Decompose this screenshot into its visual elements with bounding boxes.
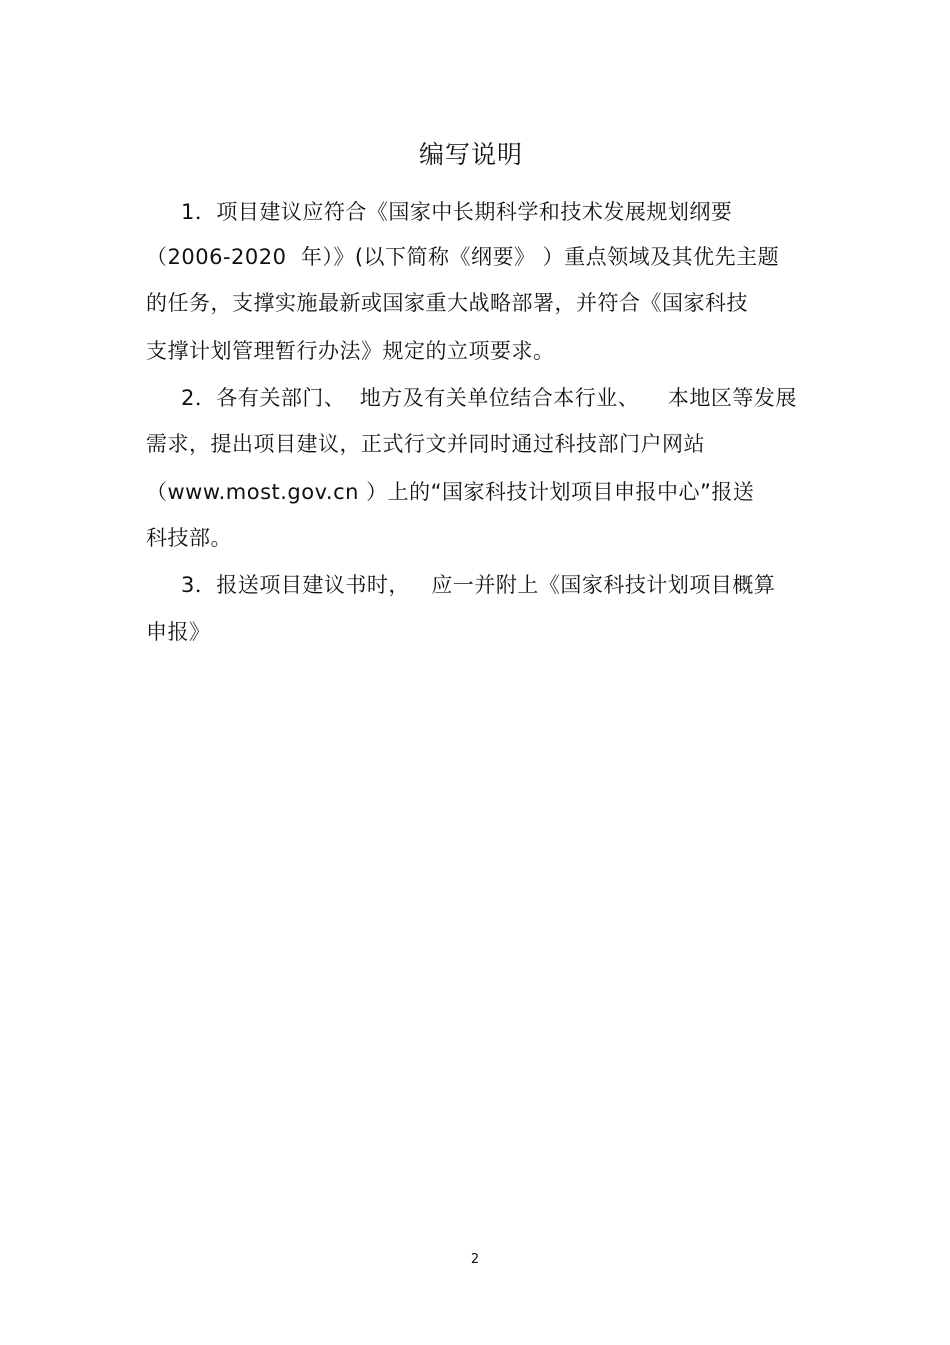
paragraph-3-line-2: 申报》 xyxy=(146,620,211,644)
paragraph-2-line-1: 2．各有关部门、 地方及有关单位结合本行业、 本地区等发展 xyxy=(181,386,797,410)
paragraph-1-line-1: 1．项目建议应符合《国家中长期科学和技术发展规划纲要 xyxy=(181,200,733,224)
page-number: 2 xyxy=(470,1252,480,1267)
paragraph-1-line-3: 的任务，支撑实施最新或国家重大战略部署，并符合《国家科技 xyxy=(146,291,748,315)
paragraph-2-line-2: 需求，提出项目建议，正式行文并同时通过科技部门户网站 xyxy=(146,432,705,456)
paragraph-1-line-4: 支撑计划管理暂行办法》规定的立项要求。 xyxy=(146,339,555,363)
paragraph-2-line-3: （www.most.gov.cn ）上的“国家科技计划项目申报中心”报送 xyxy=(146,480,755,504)
paragraph-2-line-4: 科技部。 xyxy=(146,526,232,550)
paragraph-1-line-2: （2006-2020 年）》(以下简称《纲要》 ）重点领域及其优先主题 xyxy=(146,245,780,269)
document-title: 编写说明 xyxy=(418,139,523,169)
paragraph-3-line-1: 3．报送项目建议书时， 应一并附上《国家科技计划项目概算 xyxy=(181,573,776,597)
